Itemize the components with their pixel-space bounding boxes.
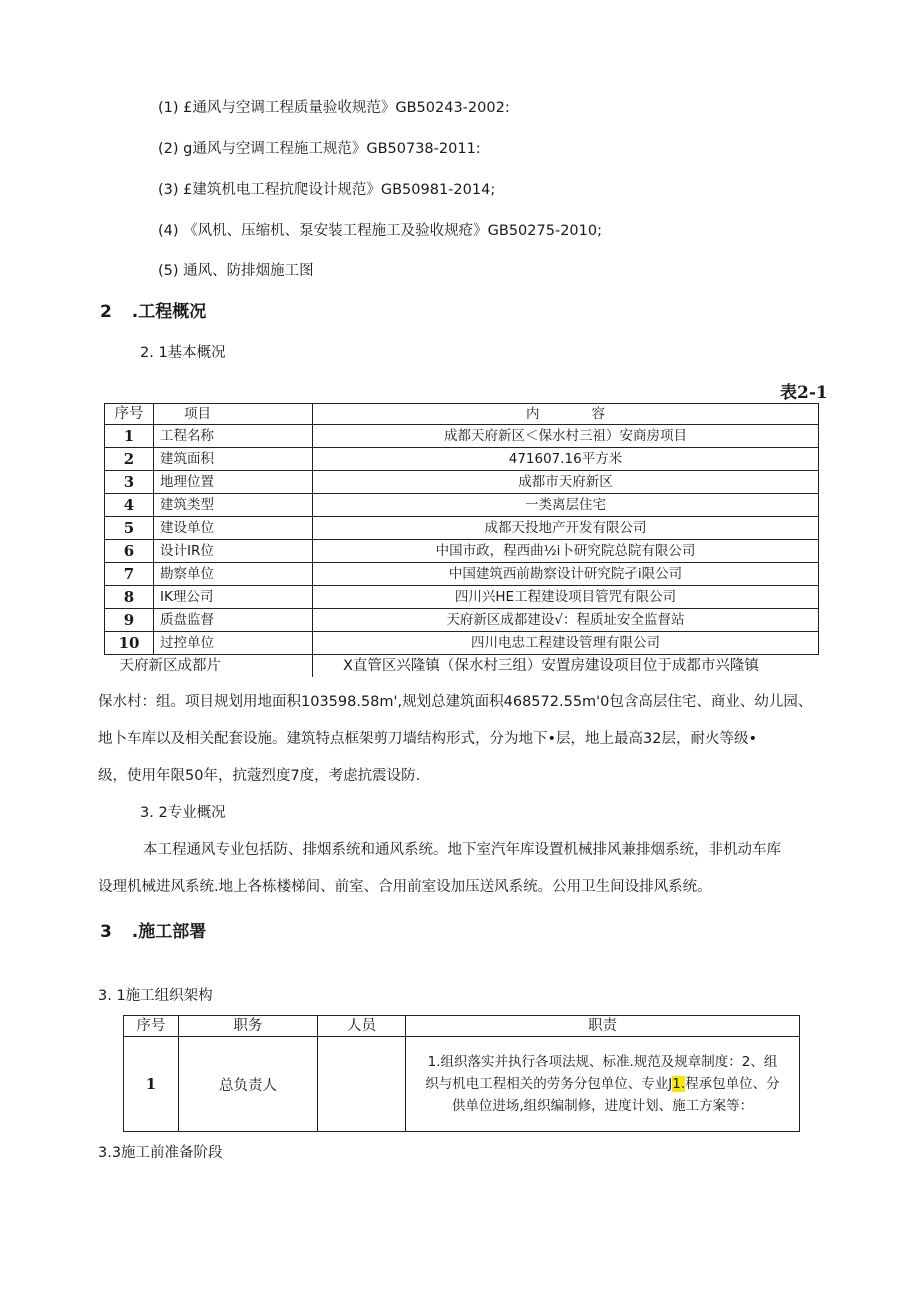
reference-1: (1) £通风与空调工程质量验收规范》GB50243-2002:	[158, 100, 510, 116]
section-3-number: 3	[100, 922, 112, 942]
org-row-person	[318, 1037, 406, 1132]
row-no: 2	[105, 448, 154, 471]
row-no: 6	[105, 540, 154, 563]
row-content: 天府新区成都建设√：程质址安全监督站	[313, 609, 819, 632]
duty-line-2	[412, 1073, 793, 1095]
table-header-row	[105, 404, 819, 425]
org-row-no: 1	[124, 1037, 179, 1132]
table-row	[105, 609, 819, 632]
table-row	[105, 632, 819, 655]
row-content: 中国市政，程西曲½i卜研究院总院有限公司	[313, 540, 819, 563]
org-header-row	[124, 1016, 800, 1037]
row-no: 8	[105, 586, 154, 609]
table-row	[105, 494, 819, 517]
org-row-duty	[406, 1037, 800, 1132]
row-content: 四川电忠工程建设管理有限公司	[313, 632, 819, 655]
overview-line-1: 保水村：组。项目规划用地面积103598.58m',规划总建筑面积468572.55m'0包含高层住宅、商业、幼儿园、	[98, 694, 813, 710]
header-item: 项目	[154, 404, 313, 425]
org-header-role: 职务	[179, 1016, 318, 1037]
reference-2: (2) g通风与空调工程施工规范》GB50738-2011:	[158, 141, 481, 157]
basic-overview-table	[104, 403, 819, 677]
org-header-person: 人员	[318, 1016, 406, 1037]
table-row	[105, 425, 819, 448]
reference-3: (3) £建筑机电工程抗爬设计规范》GB50981-2014;	[158, 182, 496, 198]
header-content-label: 内容	[526, 405, 657, 422]
row-no: 7	[105, 563, 154, 586]
row-no: 1	[105, 425, 154, 448]
subsection-3-2: 3. 2专业概况	[140, 805, 226, 821]
row-no: 10	[105, 632, 154, 655]
row-item: 建筑类型	[154, 494, 313, 517]
row-content: 中国建筑西前勘察设计研究院孑i限公司	[313, 563, 819, 586]
row-content: 四川兴HE工程建设项目管咒有限公司	[313, 586, 819, 609]
row-content: 成都天投地产开发有限公司	[313, 517, 819, 540]
overview-line-2: 地卜车库以及相关配套设施。建筑特点框架剪刀墙结构形式，分为地下•层，地上最高32层，耐火等级•	[98, 731, 758, 747]
subsection-3-3: 3.3施工前准备阶段	[98, 1145, 223, 1161]
section-3-heading	[100, 917, 206, 942]
organization-table	[123, 1015, 800, 1132]
section-3-title: .施工部署	[131, 922, 207, 942]
header-content	[313, 404, 819, 425]
row-item: 勘察单位	[154, 563, 313, 586]
row-item: 地理位置	[154, 471, 313, 494]
row-item: 建筑面积	[154, 448, 313, 471]
overview-rest: X直管区兴隆镇（保水村三组）安置房建设项目位于成都市兴隆镇	[313, 655, 819, 678]
org-header-duty: 职责	[406, 1016, 800, 1037]
row-item: 工程名称	[154, 425, 313, 448]
row-content: 成都市天府新区	[313, 471, 819, 494]
table-row	[105, 471, 819, 494]
overview-row	[105, 655, 819, 678]
row-no: 4	[105, 494, 154, 517]
reference-4: (4) 《风机、压缩机、泵安装工程施工及验收规疮》GB50275-2010;	[158, 223, 602, 239]
duty-line-2-pre: 织与机电工程相关的劳务分包单位、专业J	[425, 1076, 673, 1092]
table-row	[105, 517, 819, 540]
overview-lead: 天府新区成都片	[105, 655, 313, 678]
row-item: 过控单位	[154, 632, 313, 655]
row-no: 3	[105, 471, 154, 494]
row-item: 质盘监督	[154, 609, 313, 632]
duty-line-2-post: 程承包单位、分	[685, 1076, 780, 1092]
duty-highlight: 1.	[672, 1076, 686, 1092]
duty-line-1: 1.组织落实并执行各项法规、标准.规范及规章制度：2、组	[427, 1054, 778, 1070]
table-row	[105, 540, 819, 563]
header-no: 序号	[105, 404, 154, 425]
section-2-number: 2	[100, 302, 112, 322]
spec-line-2: 设理机械进风系统.地上各栋楼梯间、前室、合用前室设加压送风系统。公用卫生间设排风系统。	[98, 879, 712, 895]
overview-line-3: 级，使用年限50年，抗蔻烈度7度，考虑抗震设防.	[98, 768, 421, 784]
table-caption: 表2-1	[780, 383, 828, 403]
section-2-heading	[100, 297, 206, 322]
row-item: 设计IR位	[154, 540, 313, 563]
row-item: 建设单位	[154, 517, 313, 540]
org-row	[124, 1037, 800, 1132]
subsection-2-1: 2. 1基本概况	[140, 345, 226, 361]
row-item: IK理公司	[154, 586, 313, 609]
table-row	[105, 586, 819, 609]
spec-line-1: 本工程通风专业包括防、排烟系统和通风系统。地下室汽年库设置机械排风兼排烟系统，非机动车库	[143, 842, 781, 858]
duty-line-3: 供单位进场,组织编制修，进度计划、施工方案等：	[451, 1098, 754, 1114]
section-2-title: .工程概况	[131, 302, 207, 322]
table-row	[105, 448, 819, 471]
row-no: 5	[105, 517, 154, 540]
reference-5: (5) 通风、防排烟施工图	[158, 263, 314, 279]
org-row-role: 总负责人	[179, 1037, 318, 1132]
org-header-no: 序号	[124, 1016, 179, 1037]
table-row	[105, 563, 819, 586]
row-no: 9	[105, 609, 154, 632]
subsection-3-1: 3. 1施工组织架构	[98, 988, 213, 1004]
row-content: 一类离层住宅	[313, 494, 819, 517]
row-content: 成都天府新区＜保水村三祖）安商房项目	[313, 425, 819, 448]
row-content: 471607.16平方米	[313, 448, 819, 471]
